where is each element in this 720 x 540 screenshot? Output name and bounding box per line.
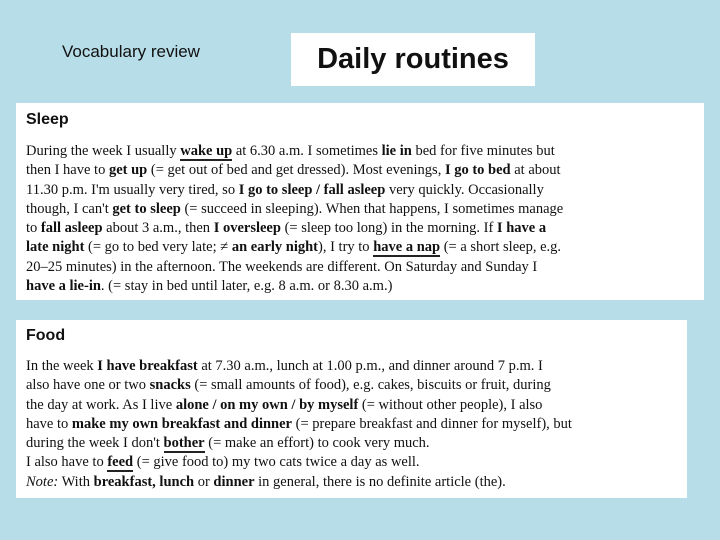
vocab-term: feed	[107, 454, 134, 471]
text-run: or	[194, 473, 214, 490]
text-run: very quickly. Occasionally	[385, 181, 544, 198]
vocab-term: wake up	[180, 143, 233, 159]
food-heading: Food	[26, 327, 66, 344]
text-run: 20–25 minutes) in the afternoon. The weekends are different. On Saturday and Sunday I	[26, 258, 538, 275]
text-run: though, I can't	[26, 200, 113, 217]
text-run: the day at work. As I live	[26, 396, 176, 413]
text-run: In the week	[26, 358, 98, 374]
text-line	[26, 219, 698, 238]
text-run: (= make an effort) to cook very much.	[204, 435, 430, 452]
text-run: at 7.30 a.m., lunch at 1.00 p.m., and dinner around 7 p.m. I	[197, 358, 543, 374]
text-run: (= go to bed very late; ≠	[84, 239, 232, 256]
vocab-term: get up	[108, 162, 148, 179]
text-run: ), I try to	[318, 239, 374, 256]
text-line	[26, 434, 681, 453]
vocab-term: have a lie-in	[26, 278, 101, 295]
vocabulary-review-label: Vocabulary review	[62, 42, 200, 61]
text-line	[26, 200, 698, 219]
sleep-heading: Sleep	[26, 111, 69, 128]
text-line	[26, 161, 698, 180]
text-line	[26, 258, 698, 277]
text-run: have to	[26, 415, 72, 432]
text-line	[26, 376, 681, 395]
vocab-term: alone / on my own / by myself	[175, 396, 359, 413]
text-run: 11.30 p.m. I'm usually very tired, so	[26, 181, 239, 198]
food-section	[16, 320, 687, 498]
vocab-term: lie in	[381, 143, 412, 159]
text-run: . (= stay in bed until later, e.g. 8 a.m. or 8.30 a.m.)	[100, 278, 393, 295]
text-run: Note:	[26, 473, 59, 490]
text-run: (= prepare breakfast and dinner for myself), but	[291, 415, 572, 432]
sleep-section	[16, 103, 704, 300]
text-run: at about	[510, 162, 561, 179]
text-run: at 6.30 a.m. I sometimes	[232, 143, 382, 159]
vocab-term: late night	[26, 239, 85, 256]
vocab-term: I go to sleep / fall asleep	[238, 181, 386, 198]
vocab-term: get to sleep	[112, 200, 181, 217]
text-run: I also have to	[26, 454, 108, 471]
text-line	[26, 357, 681, 376]
text-line	[26, 277, 698, 296]
text-run: also have one or two	[26, 377, 150, 394]
vocab-term: snacks	[149, 377, 191, 394]
text-run: During the week I usually	[26, 143, 181, 159]
vocab-term: bother	[163, 435, 205, 452]
text-line	[26, 396, 681, 415]
vocab-term: dinner	[213, 473, 255, 490]
text-line	[26, 238, 698, 257]
text-run: (= a short sleep, e.g.	[440, 239, 561, 256]
text-run: about 3 a.m., then	[102, 220, 214, 237]
text-run: With	[58, 473, 94, 490]
text-line	[26, 473, 681, 492]
vocab-term: I oversleep	[213, 220, 281, 237]
text-run: (= sleep too long) in the morning. If	[280, 220, 497, 237]
vocab-term: I go to bed	[444, 162, 511, 179]
text-run: (= give food to) my two cats twice a day as well.	[133, 454, 420, 471]
text-run: bed for five minutes but	[411, 143, 555, 159]
text-run: then I have to	[26, 162, 109, 179]
text-run: during the week I don't	[26, 435, 164, 452]
vocab-term: make my own breakfast and dinner	[71, 415, 292, 432]
text-run: (= without other people), I also	[358, 396, 543, 413]
text-run: (= succeed in sleeping). When that happens, I sometimes manage	[180, 200, 564, 217]
page-title: Daily routines	[291, 33, 535, 86]
text-line	[26, 142, 698, 161]
vocab-term: I have a	[496, 220, 547, 237]
text-line	[26, 415, 681, 434]
vocab-term: breakfast, lunch	[93, 473, 195, 490]
vocab-term: an early night	[231, 239, 319, 256]
vocab-term: I have breakfast	[97, 358, 198, 374]
food-text	[26, 357, 681, 492]
text-run: in general, there is no definite article (the).	[254, 473, 506, 490]
sleep-text	[26, 142, 698, 296]
vocab-term: have a nap	[373, 239, 441, 256]
text-line	[26, 181, 698, 200]
vocab-term: fall asleep	[40, 220, 103, 237]
text-run: (= get out of bed and get dressed). Most evenings,	[147, 162, 445, 179]
text-run: to	[26, 220, 41, 237]
text-run: (= small amounts of food), e.g. cakes, biscuits or fruit, during	[190, 377, 551, 394]
text-line	[26, 453, 681, 472]
